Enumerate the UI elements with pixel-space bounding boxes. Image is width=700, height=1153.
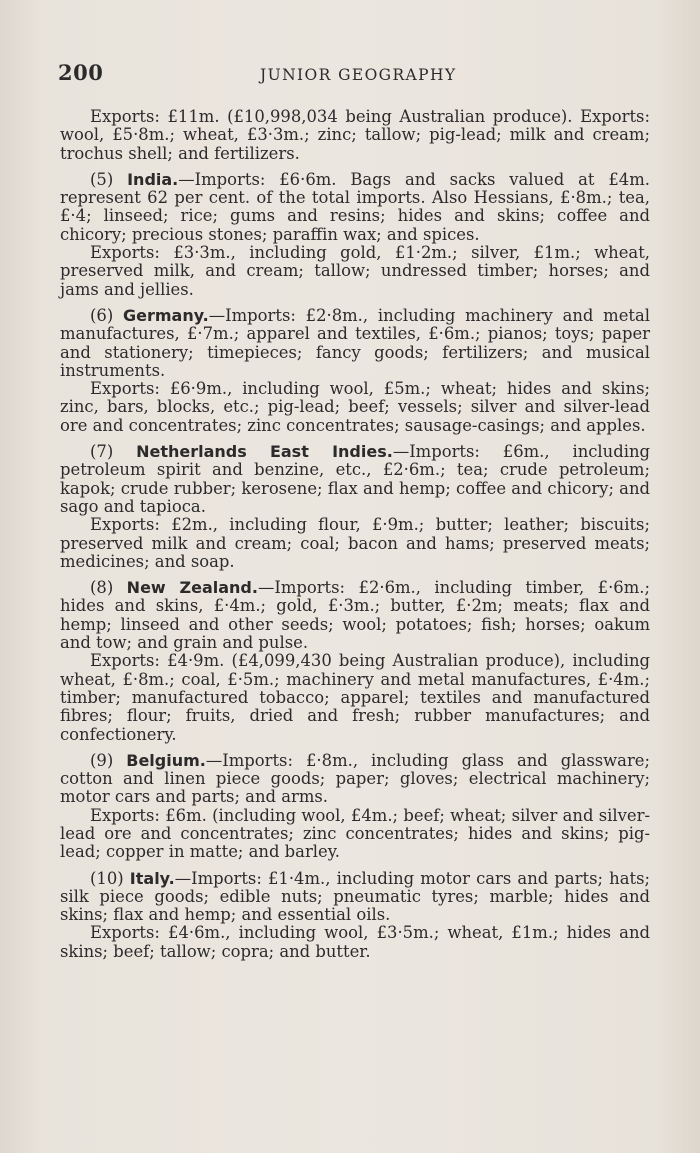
paragraph-7: Exports: £2m., including flour, £·9m.; butter; leather; biscuits; preserved milk and cream; coal; bacon and hams; preserved meats; medicines; and soap.: [60, 515, 650, 571]
country-heading: New Zealand.: [126, 578, 258, 598]
page-number: 200: [58, 60, 104, 85]
paragraph-11: Exports: £6m. (including wool, £4m.; beef; wheat; silver and silver-lead ore and concentrates; zinc concentrates; hides and skins; pig-lead; copper in matte; and barley.: [60, 805, 650, 862]
paragraph-9: Exports: £4·9m. (£4,099,430 being Australian produce), including wheat, £·8m.; coal, £·5m.; machinery and metal manufactures, £·4m.; timber; manufactured tobacco; apparel; textiles and manufactured fibres; flour; fruits, dried and fresh; rubber manufactures; and confectionery.: [60, 651, 650, 744]
paragraph-5: Exports: £6·9m., including wool, £5m.; wheat; hides and skins; zinc, bars, blocks, etc.; pig-lead; beef; vessels; silver and silver-lead ore and concentrates; zinc concentrates; sausage-casings; and apples.: [60, 379, 650, 435]
paragraph-1: Exports: £11m. (£10,998,034 being Australian produce). Exports: wool, £5·8m.; wheat, £3·3m.; zinc; tallow; pig-lead; milk and cream; trochus shell; and fertilizers.: [60, 107, 650, 163]
country-heading: Italy.: [129, 868, 175, 888]
country-heading: India.: [127, 169, 179, 189]
page-header: [58, 60, 658, 90]
paragraph-10: (9) Belgium.—Imports: £·8m., including glass and glassware; cotton and linen piece goods; paper; gloves; electrical machinery; motor cars and parts; and arms.: [60, 750, 650, 807]
paragraph-13: Exports: £4·6m., including wool, £3·5m.; wheat, £1m.; hides and skins; beef; tallow; copra; and butter.: [60, 923, 650, 961]
country-heading: Belgium.: [126, 750, 206, 770]
paragraph-4: (6) Germany.—Imports: £2·8m., including machinery and metal manufactures, £·7m.; apparel and textiles, £·6m.; pianos; toys; paper and stationery; timepieces; fancy goods; fertilizers; and musical instruments.: [60, 305, 650, 380]
country-heading: Germany.: [122, 305, 209, 325]
paragraph-8: (8) New Zealand.—Imports: £2·6m., including timber, £·6m.; hides and skins, £·4m.; gold, £·3m.; butter, £·2m; meats; flax and hemp; linseed and other seeds; wool; potatoes; fish; horses; oakum and tow; and grain and pulse.: [60, 578, 650, 653]
country-heading: Netherlands East Indies.: [136, 442, 393, 462]
running-head: JUNIOR GEOGRAPHY: [260, 66, 457, 84]
paragraph-6: (7) Netherlands East Indies.—Imports: £6m., including petroleum spirit and benzine, etc., £2·6m.; tea; crude petroleum; kapok; crude rubber; kerosene; flax and hemp; coffee and chicory; and sago and tapioca.: [60, 442, 651, 516]
paragraph-3: Exports: £3·3m., including gold, £1·2m.; silver, £1m.; wheat, preserved milk, and cream; tallow; undressed timber; horses; and jams and jellies.: [60, 243, 650, 299]
paragraph-2: (5) India.—Imports: £6·6m. Bags and sacks valued at £4m. represent 62 per cent. of the total imports. Also Hessians, £·8m.; tea, £·4; linseed; rice; gums and resins; hides and skins; coffee and chicory; precious stones; paraffin wax; and spices.: [60, 169, 650, 244]
paragraph-12: (10) Italy.—Imports: £1·4m., including motor cars and parts; hats; silk piece goods; edible nuts; pneumatic tyres; marble; hides and skins; flax and hemp; and essential oils.: [60, 868, 650, 925]
body-text: [60, 108, 650, 961]
